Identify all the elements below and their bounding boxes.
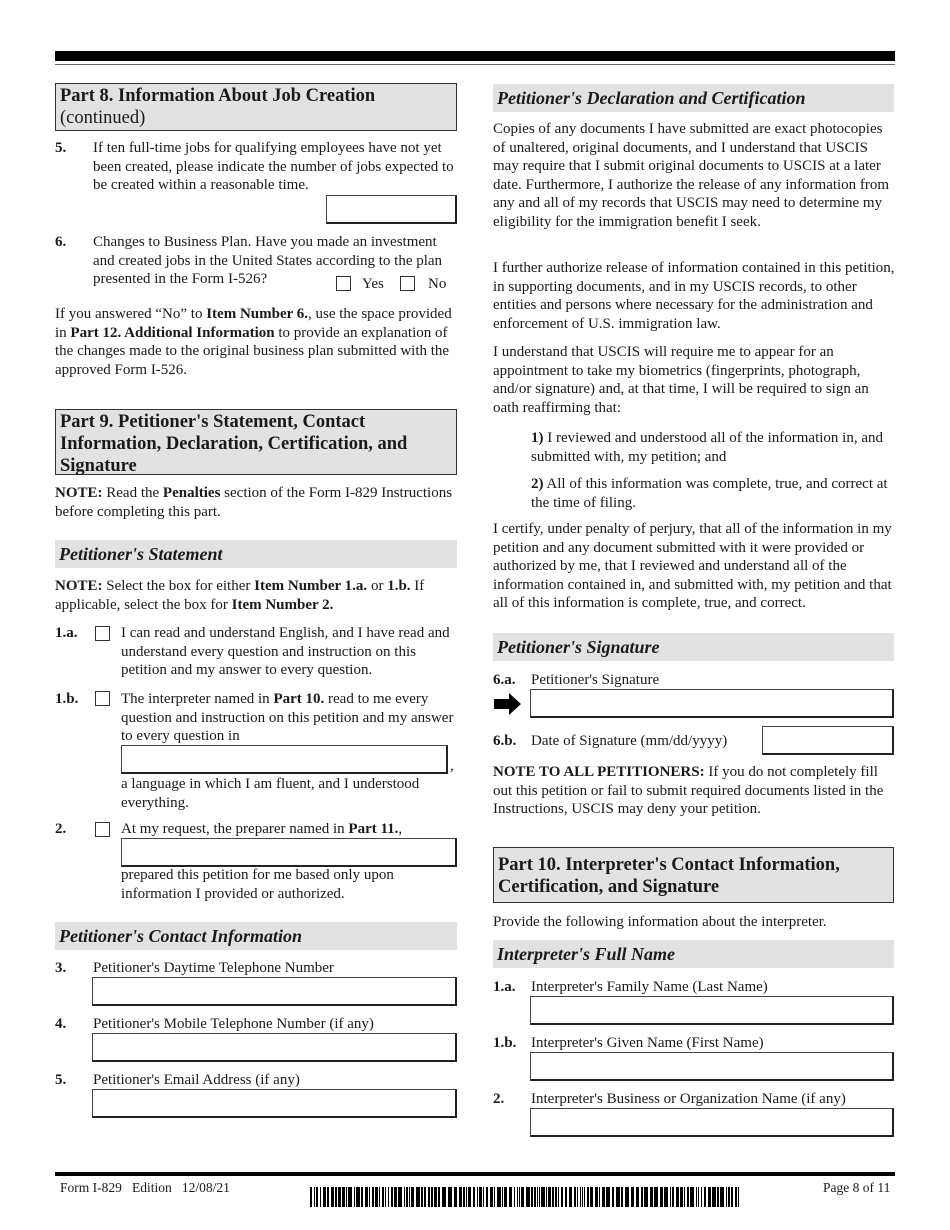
barcode-bar [454, 1187, 457, 1207]
barcode-bar [720, 1187, 724, 1207]
barcode-bar [552, 1187, 554, 1207]
barcode-bar [517, 1187, 518, 1207]
barcode-bar [587, 1187, 589, 1207]
barcode-bar [701, 1187, 702, 1207]
barcode-bar [438, 1187, 440, 1207]
barcode-bar [385, 1187, 386, 1207]
barcode-bar [448, 1187, 452, 1207]
barcode-bar [561, 1187, 563, 1207]
yes-label: Yes [362, 276, 384, 292]
interpreter-given-name-field[interactable] [530, 1052, 894, 1081]
barcode-bar [490, 1187, 493, 1207]
top-rule-thick [55, 51, 895, 61]
interpreter-checkbox[interactable] [95, 691, 110, 706]
barcode-bar [698, 1187, 699, 1207]
declaration-paragraph-1: Copies of any documents I have submitted are exact photocopies of unaltered, original documents, and I understand that USCIS may require that I submit original documents to USCIS at a later date. Furthermore, I authorize the release of any information from any and all of my records that USCIS may need to determine my eligibility for the immigration benefit I seek. [493, 121, 890, 230]
barcode-bar [404, 1187, 405, 1207]
barcode-bar [316, 1187, 318, 1207]
top-rule-thin [55, 64, 895, 65]
barcode-bar [650, 1187, 653, 1207]
email-field[interactable] [92, 1089, 457, 1118]
barcode-bar [616, 1187, 620, 1207]
barcode-bar [625, 1187, 629, 1207]
barcode [310, 1187, 743, 1207]
barcode-bar [631, 1187, 634, 1207]
barcode-bar [431, 1187, 433, 1207]
item1b-text: The interpreter named in Part 10. read to me every question and instruction on this petition and my answer to every question in [121, 691, 454, 745]
barcode-bar [406, 1187, 408, 1207]
item-number: 5. [55, 1072, 67, 1088]
signature-label: Petitioner's Signature [531, 672, 660, 688]
part9-note: NOTE: Read the Penalties section of the Form I-829 Instructions before completing this part. [55, 485, 453, 520]
barcode-bar [497, 1187, 501, 1207]
barcode-bar [676, 1187, 679, 1207]
barcode-bar [369, 1187, 370, 1207]
daytime-phone-field[interactable] [92, 977, 457, 1006]
item5-text: If ten full-time jobs for qualifying employees have not yet been created, please indicate the number of jobs expected to be created within a reasonable time. [93, 140, 454, 194]
barcode-bar [320, 1187, 321, 1207]
barcode-bar [704, 1187, 706, 1207]
no-label: No [428, 276, 447, 292]
page-number: Page 8 of 11 [823, 1180, 891, 1195]
barcode-bar [664, 1187, 668, 1207]
barcode-bar [644, 1187, 648, 1207]
preparer-checkbox[interactable] [95, 822, 110, 837]
barcode-bar [584, 1187, 585, 1207]
date-of-signature-label: Date of Signature (mm/dd/yyyy) [531, 733, 728, 749]
barcode-bar [479, 1187, 482, 1207]
item2-text: At my request, the preparer named in Part 11., [121, 821, 403, 837]
item6-text: Changes to Business Plan. Have you made an investment and created jobs in the United States according to the plan presented in the Form I-526? [93, 234, 443, 288]
certification-paragraph: I certify, under penalty of perjury, that all of the information in my petition and any document submitted with it were provided or authorized by me, that I reviewed and understand all of the information contained in, and submitted with, my petition and that all of this information is complete, true, and correct. [493, 521, 892, 612]
item-number: 3. [55, 960, 67, 976]
barcode-bar [696, 1187, 697, 1207]
item-number: 1.b. [493, 1035, 517, 1051]
item-number: 1.a. [493, 979, 516, 995]
part8-heading [55, 83, 457, 131]
barcode-bar [558, 1187, 559, 1207]
barcode-bar [521, 1187, 524, 1207]
barcode-bar [684, 1187, 685, 1207]
barcode-bar [541, 1187, 545, 1207]
barcode-bar [466, 1187, 467, 1207]
barcode-bar [728, 1187, 730, 1207]
contact-info-heading: Petitioner's Contact Information [55, 922, 457, 950]
barcode-bar [314, 1187, 315, 1207]
barcode-bar [398, 1187, 402, 1207]
barcode-bar [502, 1187, 503, 1207]
item-number: 1.a. [55, 625, 78, 641]
petitioners-statement-heading: Petitioner's Statement [55, 540, 457, 568]
barcode-bar [590, 1187, 593, 1207]
barcode-bar [411, 1187, 414, 1207]
barcode-bar [580, 1187, 581, 1207]
declaration-heading: Petitioner's Declaration and Certification [493, 84, 894, 112]
barcode-bar [602, 1187, 605, 1207]
daytime-phone-label: Petitioner's Daytime Telephone Number [93, 960, 334, 976]
barcode-bar [565, 1187, 567, 1207]
barcode-bar [599, 1187, 600, 1207]
barcode-bar [514, 1187, 515, 1207]
barcode-bar [331, 1187, 334, 1207]
barcode-bar [717, 1187, 719, 1207]
barcode-bar [335, 1187, 337, 1207]
barcode-bar [442, 1187, 446, 1207]
oath-item-1: 1) I reviewed and understood all of the information in, and submitted with, my petition; and [531, 430, 883, 465]
barcode-bar [712, 1187, 716, 1207]
barcode-bar [477, 1187, 478, 1207]
barcode-bar [323, 1187, 326, 1207]
barcode-bar [726, 1187, 727, 1207]
item2-after-text: prepared this petition for me based only upon information I provided or authorized. [121, 867, 394, 902]
barcode-bar [424, 1187, 426, 1207]
barcode-bar [509, 1187, 512, 1207]
signature-heading: Petitioner's Signature [493, 633, 894, 661]
mobile-phone-label: Petitioner's Mobile Telephone Number (if any) [93, 1016, 374, 1032]
barcode-bar [468, 1187, 471, 1207]
barcode-bar [636, 1187, 639, 1207]
part9-title: Part 9. Petitioner's Statement, Contact Information, Declaration, Certification, and Signature [60, 412, 408, 476]
part10-title: Part 10. Interpreter's Contact Information, Certification, and Signature [498, 855, 840, 897]
barcode-bar [539, 1187, 540, 1207]
oath-item-2: 2) All of this information was complete, true, and correct at the time of filing. [531, 476, 888, 511]
item-number: 6.a. [493, 672, 516, 688]
barcode-bar [621, 1187, 623, 1207]
barcode-bar [354, 1187, 355, 1207]
jobs-expected-field[interactable] [326, 195, 457, 224]
petitioner-signature-field[interactable] [530, 689, 894, 718]
arrow-right-icon [494, 693, 522, 715]
barcode-bar [356, 1187, 360, 1207]
barcode-bar [548, 1187, 551, 1207]
barcode-bar [670, 1187, 671, 1207]
barcode-bar [731, 1187, 733, 1207]
declaration-paragraph-3: I understand that USCIS will require me to appear for an appointment to take my biometrics (fingerprints, photograph, and/or signature) and, at that time, I will be required to sign an oath reaffirming that: [493, 344, 869, 416]
bottom-rule [55, 1172, 895, 1176]
statement-note: NOTE: Select the box for either Item Number 1.a. or 1.b. If applicable, select the box for Item Number 2. [55, 578, 425, 613]
date-of-signature-field[interactable] [762, 726, 894, 755]
item1b-after-text: a language in which I am fluent, and I understood everything. [121, 776, 420, 811]
barcode-bar [483, 1187, 484, 1207]
barcode-bar [641, 1187, 643, 1207]
barcode-bar [537, 1187, 538, 1207]
barcode-bar [338, 1187, 341, 1207]
barcode-bar [365, 1187, 368, 1207]
barcode-bar [375, 1187, 378, 1207]
interpreter-business-name-label: Interpreter's Business or Organization Name (if any) [531, 1091, 846, 1107]
part8-continued: (continued) [60, 108, 146, 128]
barcode-bar [577, 1187, 578, 1207]
barcode-bar [372, 1187, 374, 1207]
part10-intro: Provide the following information about the interpreter. [493, 914, 827, 930]
barcode-bar [654, 1187, 658, 1207]
interpreter-given-name-label: Interpreter's Given Name (First Name) [531, 1035, 764, 1051]
barcode-bar [708, 1187, 711, 1207]
barcode-bar [680, 1187, 683, 1207]
barcode-bar [534, 1187, 536, 1207]
barcode-bar [672, 1187, 674, 1207]
barcode-bar [434, 1187, 437, 1207]
barcode-bar [428, 1187, 430, 1207]
mobile-phone-field[interactable] [92, 1033, 457, 1062]
interpreter-full-name-heading: Interpreter's Full Name [493, 940, 894, 968]
barcode-bar [379, 1187, 380, 1207]
preparer-name-field[interactable] [121, 838, 457, 867]
barcode-bar [574, 1187, 576, 1207]
email-label: Petitioner's Email Address (if any) [93, 1072, 300, 1088]
barcode-bar [473, 1187, 475, 1207]
item1a-text: I can read and understand English, and I have read and understand every question and instruction on this petition and my answer to every question. [121, 625, 450, 679]
barcode-bar [394, 1187, 397, 1207]
barcode-bar [416, 1187, 420, 1207]
barcode-bar [348, 1187, 352, 1207]
business-plan-no-checkbox[interactable] [400, 276, 415, 291]
item-number: 4. [55, 1016, 67, 1032]
barcode-bar [459, 1187, 462, 1207]
barcode-bar [409, 1187, 410, 1207]
barcode-bar [735, 1187, 737, 1207]
interpreter-family-name-field[interactable] [530, 996, 894, 1025]
item-number: 5. [55, 140, 67, 156]
item-number: 2. [55, 821, 67, 837]
comma: , [450, 758, 454, 774]
item-number: 2. [493, 1091, 505, 1107]
barcode-bar [391, 1187, 393, 1207]
barcode-bar [519, 1187, 520, 1207]
barcode-bar [504, 1187, 507, 1207]
interpreter-family-name-label: Interpreter's Family Name (Last Name) [531, 979, 768, 995]
barcode-bar [546, 1187, 547, 1207]
barcode-bar [463, 1187, 465, 1207]
item-number: 6.b. [493, 733, 517, 749]
barcode-bar [555, 1187, 557, 1207]
barcode-bar [690, 1187, 694, 1207]
barcode-bar [346, 1187, 347, 1207]
note-to-all-petitioners: NOTE TO ALL PETITIONERS: If you do not completely fill out this petition or fail to submit required documents listed in the Instructions, USCIS may deny your petition. [493, 764, 884, 818]
language-field[interactable] [121, 745, 448, 774]
form-edition: Form I-829 Edition 12/08/21 [60, 1180, 230, 1195]
barcode-bar [388, 1187, 389, 1207]
part10-heading [493, 847, 894, 903]
barcode-bar [421, 1187, 423, 1207]
part8-title: Part 8. Information About Job Creation [60, 86, 376, 106]
barcode-bar [494, 1187, 495, 1207]
barcode-bar [660, 1187, 663, 1207]
item6-no-note: If you answered “No” to Item Number 6., use the space provided in Part 12. Additional Information to provide an explanation of the changes made to the original business plan submitted with the approved Form I-526. [55, 306, 452, 378]
barcode-bar [582, 1187, 583, 1207]
barcode-bar [361, 1187, 363, 1207]
part9-heading [55, 409, 457, 475]
english-checkbox[interactable] [95, 626, 110, 641]
barcode-bar [738, 1187, 739, 1207]
barcode-bar [526, 1187, 530, 1207]
barcode-bar [612, 1187, 614, 1207]
interpreter-business-name-field[interactable] [530, 1108, 894, 1137]
barcode-bar [606, 1187, 610, 1207]
barcode-bar [486, 1187, 488, 1207]
barcode-bar [327, 1187, 329, 1207]
barcode-bar [687, 1187, 689, 1207]
barcode-bar [569, 1187, 572, 1207]
barcode-bar [310, 1187, 312, 1207]
item-number: 6. [55, 234, 67, 250]
barcode-bar [342, 1187, 345, 1207]
item-number: 1.b. [55, 691, 79, 707]
barcode-bar [595, 1187, 598, 1207]
barcode-bar [382, 1187, 384, 1207]
declaration-paragraph-2: I further authorize release of information contained in this petition, in supporting documents, and in my USCIS records, to other entities and persons where necessary for the administration and enforcement of U.S. immigration law. [493, 260, 895, 332]
barcode-bar [531, 1187, 533, 1207]
business-plan-yes-checkbox[interactable] [336, 276, 351, 291]
